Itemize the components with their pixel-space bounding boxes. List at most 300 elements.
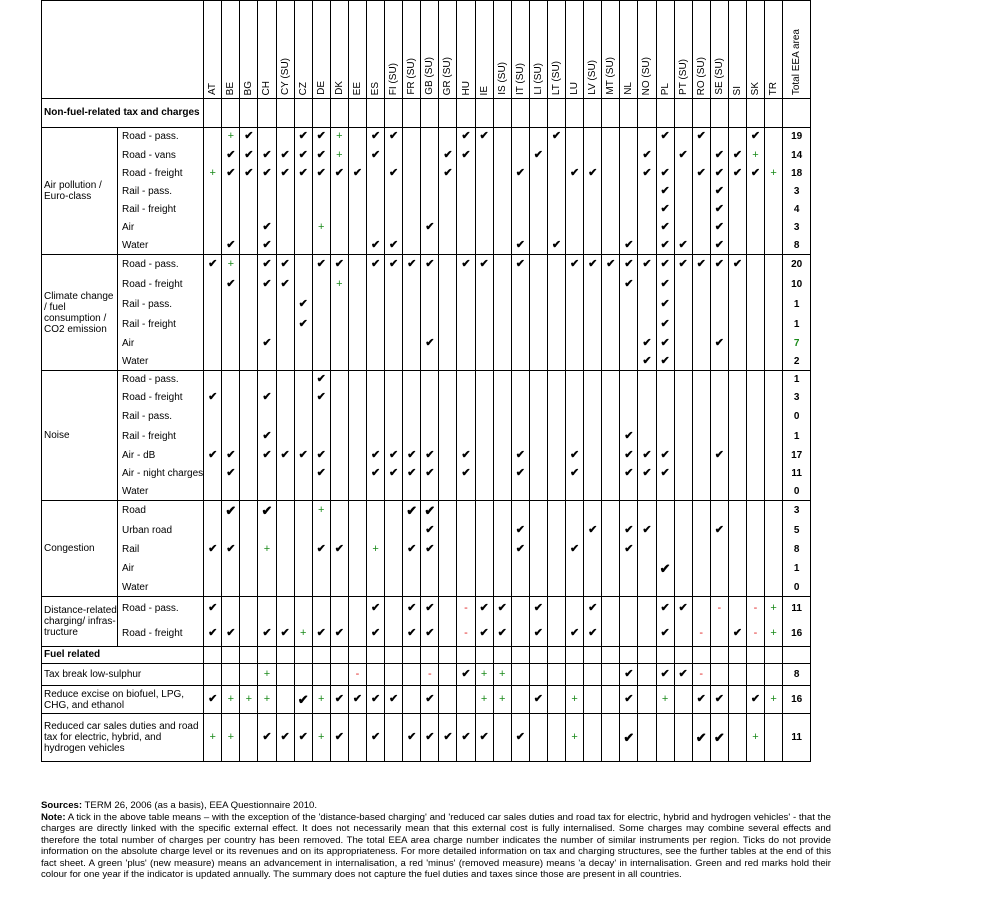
checkmark-icon: ✔ bbox=[533, 602, 543, 615]
data-row bbox=[42, 389, 811, 407]
matrix-cell bbox=[529, 255, 547, 275]
column-header-label: IS (SU) bbox=[496, 62, 508, 95]
row-total: 10 bbox=[783, 275, 811, 295]
checkmark-icon: ✔ bbox=[642, 467, 652, 479]
checkmark-icon: ✔ bbox=[642, 167, 652, 179]
matrix-cell bbox=[638, 686, 656, 714]
matrix-cell bbox=[240, 201, 258, 219]
matrix-cell bbox=[547, 183, 565, 201]
plus-icon: + bbox=[770, 693, 777, 705]
matrix-cell bbox=[276, 389, 294, 407]
matrix-cell bbox=[276, 315, 294, 335]
matrix-cell bbox=[728, 183, 746, 201]
plus-icon: + bbox=[318, 221, 325, 233]
matrix-cell bbox=[710, 165, 728, 183]
matrix-cell bbox=[728, 335, 746, 353]
matrix-cell bbox=[584, 579, 602, 597]
matrix-cell bbox=[584, 597, 602, 621]
section-spacer bbox=[330, 647, 348, 664]
matrix-cell bbox=[348, 183, 366, 201]
matrix-cell bbox=[493, 447, 511, 465]
matrix-cell bbox=[602, 183, 620, 201]
matrix-cell bbox=[674, 335, 692, 353]
matrix-cell bbox=[367, 521, 385, 540]
section-spacer bbox=[222, 647, 240, 664]
matrix-cell bbox=[403, 621, 421, 647]
matrix-cell bbox=[240, 501, 258, 521]
matrix-cell bbox=[330, 165, 348, 183]
matrix-cell bbox=[656, 501, 674, 521]
data-row bbox=[42, 501, 811, 521]
checkmark-icon: ✔ bbox=[497, 602, 507, 615]
matrix-cell bbox=[728, 255, 746, 275]
matrix-cell bbox=[511, 521, 529, 540]
matrix-cell bbox=[330, 201, 348, 219]
checkmark-icon: ✔ bbox=[750, 167, 761, 179]
matrix-cell bbox=[403, 128, 421, 146]
plus-icon: + bbox=[480, 693, 488, 705]
matrix-cell bbox=[204, 219, 222, 237]
matrix-cell bbox=[475, 237, 493, 255]
matrix-cell bbox=[348, 146, 366, 165]
matrix-cell bbox=[656, 183, 674, 201]
matrix-cell bbox=[674, 521, 692, 540]
matrix-cell bbox=[330, 389, 348, 407]
matrix-cell bbox=[674, 407, 692, 427]
checkmark-icon: ✔ bbox=[515, 731, 525, 743]
matrix-cell bbox=[547, 447, 565, 465]
matrix-cell bbox=[511, 621, 529, 647]
checkmark-icon: ✔ bbox=[262, 148, 272, 161]
row-total: 20 bbox=[783, 255, 811, 275]
column-header-no bbox=[638, 1, 656, 99]
checkmark-icon: ✔ bbox=[515, 167, 525, 179]
matrix-cell bbox=[602, 255, 620, 275]
matrix-cell bbox=[728, 371, 746, 389]
matrix-cell bbox=[475, 521, 493, 540]
checkmark-icon: ✔ bbox=[660, 668, 670, 680]
checkmark-icon: ✔ bbox=[624, 449, 634, 461]
matrix-cell bbox=[584, 686, 602, 714]
checkmark-icon: ✔ bbox=[389, 449, 399, 461]
matrix-cell bbox=[566, 521, 584, 540]
matrix-cell bbox=[222, 389, 240, 407]
matrix-cell bbox=[439, 353, 457, 371]
matrix-cell bbox=[746, 128, 764, 146]
matrix-cell bbox=[547, 521, 565, 540]
matrix-cell bbox=[656, 621, 674, 647]
matrix-cell bbox=[584, 540, 602, 559]
matrix-cell bbox=[638, 427, 656, 447]
data-row bbox=[42, 353, 811, 371]
matrix-cell bbox=[330, 183, 348, 201]
column-header-label: RO (SU) bbox=[695, 56, 707, 95]
matrix-cell bbox=[746, 465, 764, 483]
matrix-cell bbox=[746, 714, 764, 762]
matrix-cell bbox=[511, 540, 529, 559]
matrix-cell bbox=[656, 353, 674, 371]
section-spacer bbox=[765, 647, 783, 664]
matrix-cell bbox=[348, 128, 366, 146]
matrix-cell bbox=[620, 559, 638, 579]
checkmark-icon: ✔ bbox=[244, 130, 254, 143]
row-total: 16 bbox=[783, 686, 811, 714]
section-spacer bbox=[457, 647, 475, 664]
matrix-cell bbox=[584, 559, 602, 579]
matrix-cell bbox=[403, 353, 421, 371]
matrix-cell bbox=[294, 201, 312, 219]
matrix-cell bbox=[348, 501, 366, 521]
matrix-cell bbox=[475, 353, 493, 371]
matrix-cell bbox=[258, 165, 276, 183]
matrix-cell bbox=[584, 427, 602, 447]
matrix-cell bbox=[457, 597, 475, 621]
matrix-cell bbox=[385, 315, 403, 335]
matrix-cell bbox=[439, 559, 457, 579]
matrix-cell bbox=[710, 447, 728, 465]
matrix-cell bbox=[692, 237, 710, 255]
matrix-cell bbox=[746, 165, 764, 183]
matrix-cell bbox=[385, 664, 403, 686]
section-spacer bbox=[656, 99, 674, 128]
matrix-cell bbox=[638, 255, 656, 275]
matrix-cell bbox=[312, 275, 330, 295]
row-total: 1 bbox=[783, 559, 811, 579]
matrix-cell bbox=[493, 540, 511, 559]
matrix-cell bbox=[674, 559, 692, 579]
matrix-cell bbox=[385, 621, 403, 647]
matrix-cell bbox=[403, 335, 421, 353]
matrix-cell bbox=[204, 521, 222, 540]
matrix-cell bbox=[312, 521, 330, 540]
checkmark-icon: ✔ bbox=[316, 391, 326, 403]
matrix-cell bbox=[728, 686, 746, 714]
checkmark-icon: ✔ bbox=[642, 337, 652, 349]
matrix-cell bbox=[204, 146, 222, 165]
matrix-cell bbox=[746, 389, 764, 407]
matrix-cell bbox=[421, 201, 439, 219]
sources-text: TERM 26, 2006 (as a basis), EEA Questionnaire 2010. bbox=[82, 800, 318, 811]
data-row bbox=[42, 427, 811, 447]
checkmark-icon: ✔ bbox=[262, 221, 272, 233]
minus-icon: - bbox=[753, 602, 758, 615]
matrix-cell bbox=[421, 353, 439, 371]
matrix-cell bbox=[674, 237, 692, 255]
matrix-cell bbox=[204, 128, 222, 146]
matrix-cell bbox=[529, 315, 547, 335]
matrix-cell bbox=[602, 483, 620, 501]
matrix-cell bbox=[276, 146, 294, 165]
matrix-cell bbox=[602, 237, 620, 255]
matrix-cell bbox=[240, 521, 258, 540]
matrix-cell bbox=[439, 183, 457, 201]
matrix-cell bbox=[710, 255, 728, 275]
matrix-cell bbox=[367, 353, 385, 371]
column-header-be bbox=[222, 1, 240, 99]
matrix-cell bbox=[710, 219, 728, 237]
matrix-cell bbox=[710, 483, 728, 501]
matrix-cell bbox=[638, 597, 656, 621]
matrix-cell bbox=[294, 686, 312, 714]
checkmark-icon: ✔ bbox=[660, 298, 670, 310]
matrix-cell bbox=[584, 315, 602, 335]
matrix-cell bbox=[746, 237, 764, 255]
checkmark-icon: ✔ bbox=[678, 668, 688, 680]
row-total: 18 bbox=[783, 165, 811, 183]
matrix-cell bbox=[602, 389, 620, 407]
matrix-cell bbox=[457, 501, 475, 521]
matrix-cell bbox=[294, 483, 312, 501]
checkmark-icon: ✔ bbox=[551, 238, 562, 251]
matrix-cell bbox=[240, 335, 258, 353]
matrix-cell bbox=[204, 315, 222, 335]
matrix-cell bbox=[638, 315, 656, 335]
matrix-cell bbox=[511, 255, 529, 275]
matrix-cell bbox=[385, 183, 403, 201]
section-spacer bbox=[385, 647, 403, 664]
matrix-cell bbox=[728, 165, 746, 183]
data-row bbox=[42, 295, 811, 315]
plus-icon: + bbox=[336, 278, 343, 290]
checkmark-icon: ✔ bbox=[425, 693, 435, 705]
measure-label: Reduce excise on biofuel, LPG, CHG, and ethanol bbox=[42, 686, 204, 714]
matrix-cell bbox=[204, 255, 222, 275]
matrix-cell bbox=[439, 128, 457, 146]
matrix-cell bbox=[620, 128, 638, 146]
matrix-cell bbox=[728, 407, 746, 427]
matrix-cell bbox=[294, 597, 312, 621]
column-header-cz bbox=[294, 1, 312, 99]
matrix-cell bbox=[403, 501, 421, 521]
matrix-cell bbox=[656, 483, 674, 501]
matrix-cell bbox=[385, 335, 403, 353]
matrix-cell bbox=[529, 335, 547, 353]
matrix-cell bbox=[746, 686, 764, 714]
matrix-cell bbox=[276, 621, 294, 647]
matrix-cell bbox=[547, 275, 565, 295]
matrix-cell bbox=[294, 540, 312, 559]
checkmark-icon: ✔ bbox=[389, 167, 399, 179]
matrix-cell bbox=[312, 219, 330, 237]
matrix-cell bbox=[457, 521, 475, 540]
data-row bbox=[42, 579, 811, 597]
matrix-cell bbox=[439, 483, 457, 501]
matrix-cell bbox=[385, 597, 403, 621]
matrix-cell bbox=[493, 315, 511, 335]
matrix-cell bbox=[258, 146, 276, 165]
plus-icon: + bbox=[571, 693, 578, 705]
checkmark-icon: ✔ bbox=[425, 258, 435, 271]
matrix-cell bbox=[204, 183, 222, 201]
matrix-cell bbox=[367, 237, 385, 255]
matrix-cell bbox=[728, 579, 746, 597]
matrix-cell bbox=[746, 183, 764, 201]
matrix-cell bbox=[222, 201, 240, 219]
checkmark-icon: ✔ bbox=[714, 148, 724, 161]
matrix-cell bbox=[240, 714, 258, 762]
matrix-cell bbox=[728, 621, 746, 647]
checkmark-icon: ✔ bbox=[262, 626, 272, 639]
matrix-cell bbox=[511, 237, 529, 255]
matrix-cell bbox=[710, 540, 728, 559]
matrix-cell bbox=[566, 597, 584, 621]
matrix-cell bbox=[638, 559, 656, 579]
matrix-cell bbox=[765, 465, 783, 483]
matrix-cell bbox=[330, 427, 348, 447]
checkmark-icon: ✔ bbox=[226, 467, 236, 479]
data-row bbox=[42, 315, 811, 335]
matrix-cell bbox=[620, 371, 638, 389]
checkmark-icon: ✔ bbox=[659, 560, 671, 576]
matrix-cell bbox=[584, 371, 602, 389]
matrix-cell bbox=[620, 686, 638, 714]
matrix-cell bbox=[348, 255, 366, 275]
matrix-cell bbox=[348, 389, 366, 407]
matrix-cell bbox=[258, 128, 276, 146]
matrix-cell bbox=[638, 579, 656, 597]
matrix-cell bbox=[348, 295, 366, 315]
matrix-cell bbox=[475, 275, 493, 295]
matrix-cell bbox=[367, 275, 385, 295]
checkmark-icon: ✔ bbox=[334, 258, 344, 271]
matrix-cell bbox=[330, 559, 348, 579]
matrix-cell bbox=[602, 521, 620, 540]
matrix-cell bbox=[710, 664, 728, 686]
matrix-cell bbox=[294, 407, 312, 427]
checkmark-icon: ✔ bbox=[425, 337, 435, 349]
matrix-cell bbox=[529, 686, 547, 714]
checkmark-icon: ✔ bbox=[624, 693, 634, 705]
matrix-cell bbox=[258, 237, 276, 255]
row-total: 19 bbox=[783, 128, 811, 146]
matrix-cell bbox=[746, 521, 764, 540]
row-label: Water bbox=[118, 483, 204, 501]
plus-icon: + bbox=[227, 731, 235, 743]
matrix-cell bbox=[602, 465, 620, 483]
checkmark-icon: ✔ bbox=[262, 238, 272, 251]
matrix-cell bbox=[276, 501, 294, 521]
matrix-cell bbox=[656, 447, 674, 465]
matrix-cell bbox=[746, 255, 764, 275]
matrix-cell bbox=[746, 540, 764, 559]
matrix-cell bbox=[728, 664, 746, 686]
checkmark-icon: ✔ bbox=[425, 467, 435, 479]
matrix-cell bbox=[674, 146, 692, 165]
matrix-cell bbox=[439, 335, 457, 353]
matrix-cell bbox=[294, 501, 312, 521]
matrix-cell bbox=[547, 371, 565, 389]
row-total: 7 bbox=[783, 335, 811, 353]
matrix-cell bbox=[746, 315, 764, 335]
matrix-cell bbox=[258, 686, 276, 714]
matrix-cell bbox=[656, 521, 674, 540]
matrix-cell bbox=[674, 501, 692, 521]
checkmark-icon: ✔ bbox=[732, 258, 743, 271]
matrix-cell bbox=[330, 371, 348, 389]
matrix-cell bbox=[457, 540, 475, 559]
matrix-cell bbox=[222, 447, 240, 465]
column-header-de bbox=[312, 1, 330, 99]
checkmark-icon: ✔ bbox=[714, 693, 724, 705]
matrix-cell bbox=[529, 597, 547, 621]
matrix-cell bbox=[421, 447, 439, 465]
matrix-cell bbox=[475, 219, 493, 237]
matrix-cell bbox=[367, 483, 385, 501]
matrix-cell bbox=[222, 219, 240, 237]
matrix-cell bbox=[276, 165, 294, 183]
row-label: Rail - freight bbox=[118, 315, 204, 335]
matrix-cell bbox=[330, 465, 348, 483]
checkmark-icon: ✔ bbox=[569, 542, 580, 555]
checkmark-icon: ✔ bbox=[298, 130, 308, 143]
column-header-ro bbox=[692, 1, 710, 99]
checkmark-icon: ✔ bbox=[425, 542, 435, 555]
matrix-cell bbox=[511, 447, 529, 465]
matrix-cell bbox=[475, 621, 493, 647]
matrix-cell bbox=[475, 483, 493, 501]
checkmark-icon: ✔ bbox=[298, 731, 308, 743]
matrix-cell bbox=[529, 275, 547, 295]
matrix-cell bbox=[439, 315, 457, 335]
matrix-cell bbox=[294, 335, 312, 353]
matrix-cell bbox=[439, 165, 457, 183]
data-row bbox=[42, 407, 811, 427]
checkmark-icon: ✔ bbox=[515, 467, 525, 479]
matrix-cell bbox=[638, 621, 656, 647]
matrix-cell bbox=[204, 407, 222, 427]
checkmark-icon: ✔ bbox=[551, 130, 562, 143]
matrix-cell bbox=[204, 275, 222, 295]
matrix-cell bbox=[728, 501, 746, 521]
row-label: Rail - pass. bbox=[118, 295, 204, 315]
section-spacer bbox=[475, 99, 493, 128]
matrix-cell bbox=[638, 183, 656, 201]
section-spacer bbox=[439, 99, 457, 128]
matrix-cell bbox=[493, 621, 511, 647]
matrix-cell bbox=[765, 315, 783, 335]
section-spacer bbox=[728, 647, 746, 664]
matrix-cell bbox=[656, 389, 674, 407]
matrix-cell bbox=[602, 335, 620, 353]
checkmark-icon: ✔ bbox=[660, 318, 670, 330]
matrix-cell bbox=[330, 275, 348, 295]
matrix-cell bbox=[620, 219, 638, 237]
checkmark-icon: ✔ bbox=[515, 238, 525, 251]
matrix-cell bbox=[566, 483, 584, 501]
checkmark-icon: ✔ bbox=[479, 602, 489, 615]
matrix-cell bbox=[312, 295, 330, 315]
matrix-cell bbox=[222, 295, 240, 315]
matrix-cell bbox=[439, 447, 457, 465]
matrix-cell bbox=[294, 255, 312, 275]
column-header-label: SK bbox=[750, 81, 762, 95]
matrix-cell bbox=[692, 353, 710, 371]
matrix-cell bbox=[348, 407, 366, 427]
matrix-cell bbox=[439, 686, 457, 714]
matrix-cell bbox=[258, 465, 276, 483]
matrix-cell bbox=[421, 621, 439, 647]
checkmark-icon: ✔ bbox=[533, 148, 543, 161]
matrix-cell bbox=[765, 621, 783, 647]
matrix-cell bbox=[475, 165, 493, 183]
matrix-cell bbox=[602, 447, 620, 465]
section-spacer bbox=[276, 647, 294, 664]
matrix-cell bbox=[620, 664, 638, 686]
matrix-cell bbox=[204, 371, 222, 389]
checkmark-icon: ✔ bbox=[261, 502, 273, 518]
section-spacer bbox=[403, 647, 421, 664]
matrix-cell bbox=[258, 501, 276, 521]
